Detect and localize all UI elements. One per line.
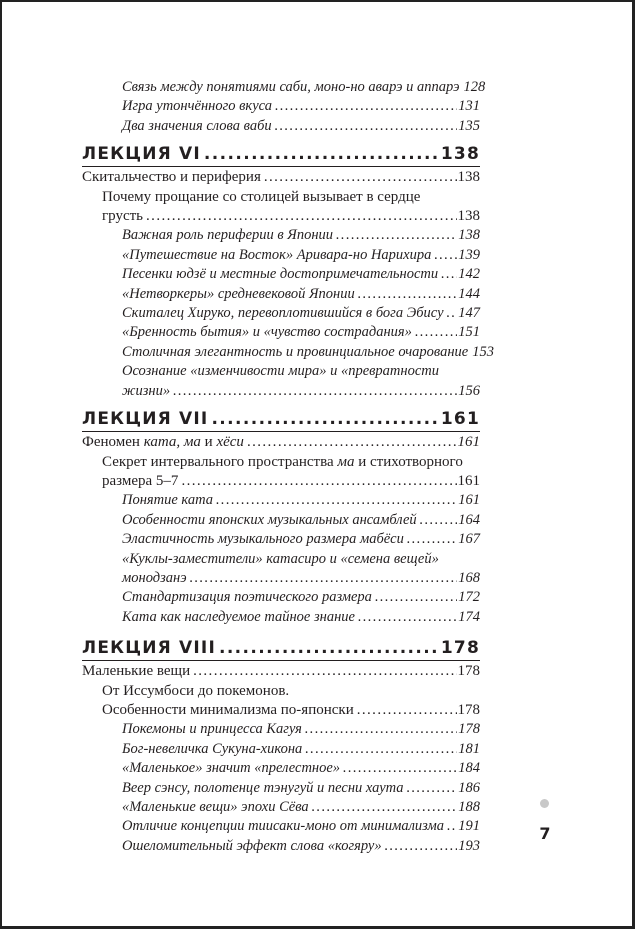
subsection-title-line2: грусть — [102, 208, 144, 225]
toc-item-page: 156 — [458, 382, 480, 399]
toc-item — [82, 304, 480, 323]
lecture-title: ЛЕКЦИЯ VII — [82, 409, 209, 430]
toc-item — [82, 97, 480, 116]
dot-leader — [447, 817, 457, 836]
toc-item-title: Понятие ката — [122, 492, 214, 509]
toc-item — [82, 117, 480, 136]
subsection-title-line2: размера 5–7 — [102, 472, 179, 489]
toc-item-title: Игра утончённого вкуса — [122, 98, 272, 115]
subsection-title-part: и стихотворного — [354, 453, 463, 470]
section-title — [82, 433, 244, 452]
dot-leader — [385, 837, 458, 856]
toc-item — [82, 343, 494, 362]
dot-leader — [407, 530, 457, 549]
lecture-page: 178 — [440, 638, 480, 659]
toc-item-page: 139 — [458, 246, 480, 263]
toc-item-page: 181 — [458, 740, 480, 757]
subsection-title-line1: Почему прощание со столицей вызывает в сердце — [102, 188, 421, 205]
dot-leader — [420, 511, 458, 530]
toc-item-page: 151 — [458, 324, 480, 341]
dot-leader — [216, 491, 457, 510]
toc-item-page: 184 — [458, 760, 480, 777]
toc-item-page: 188 — [458, 799, 480, 815]
lecture-title: ЛЕКЦИЯ VI — [82, 144, 201, 165]
toc-item-page: 142 — [458, 266, 480, 283]
toc-item-title: «Маленькое» значит «прелестное» — [122, 760, 341, 777]
toc-item-page: 147 — [458, 305, 480, 322]
lecture-title: ЛЕКЦИЯ VIII — [82, 638, 216, 659]
dot-leader — [358, 608, 457, 627]
lecture-heading — [82, 637, 480, 661]
toc-item-title: Отличие концепции тиисаки-моно от минимализма — [122, 818, 444, 835]
toc-item-page: 167 — [458, 531, 480, 548]
dot-leader — [173, 382, 457, 401]
toc-subsection — [82, 682, 480, 721]
toc-item-title: Бог-невеличка Сукуна-хикона — [122, 740, 303, 757]
toc-item-page: 128 — [463, 79, 486, 95]
subsection-page: 161 — [457, 472, 480, 489]
dot-leader — [275, 117, 458, 136]
lecture-page: 138 — [440, 144, 480, 165]
toc-item-title: Связь между понятиями саби, моно-но аварэ и аппарэ — [122, 79, 460, 95]
lecture-page: 161 — [440, 409, 480, 430]
toc-item-title: «Путешествие на Восток» Аривара-но Нарихира — [122, 246, 432, 263]
section-title-part: и — [200, 434, 217, 451]
toc-item-title: Два значения слова ваби — [122, 117, 272, 134]
toc-item-title: Стандартизация поэтического размера — [122, 589, 372, 606]
toc-item-title: Скиталец Хируко, перевоплотившийся в бога Эбису — [122, 305, 444, 322]
dot-leader — [434, 246, 457, 265]
toc-item-title: Песенки юдзё и местные достопримечательности — [122, 266, 439, 283]
toc-item-page: 172 — [458, 589, 480, 606]
section-page: 138 — [457, 169, 480, 186]
toc-item — [82, 720, 480, 739]
subsection-title-part: Секрет интервального пространства — [102, 453, 338, 470]
toc-item-page: 191 — [458, 818, 480, 835]
toc-item-title: Веер сэнсу, полотенце тэнугуй и песни хаута — [122, 779, 404, 796]
dot-leader — [305, 720, 457, 739]
lecture-heading — [82, 143, 480, 167]
subsection-title-line2: Особенности минимализма по-японски — [102, 701, 354, 718]
section-title-italic: хёси — [216, 434, 244, 451]
section-page: 161 — [457, 434, 480, 451]
toc-item-title-line2: монодзанэ — [122, 569, 187, 586]
subsection-title-italic: ма — [337, 453, 355, 470]
toc-item-page: 186 — [458, 779, 480, 796]
dot-leader — [312, 798, 458, 817]
toc-item — [82, 588, 480, 607]
dot-leader — [264, 168, 457, 187]
dot-leader — [219, 637, 440, 659]
toc-item — [82, 323, 480, 342]
toc-item-page: 153 — [472, 343, 494, 360]
toc-item — [82, 246, 480, 265]
toc-item-title: Ката как наследуемое тайное знание — [122, 608, 355, 625]
toc-item-page: 138 — [458, 227, 480, 244]
toc-item-page: 193 — [458, 837, 480, 854]
toc-item — [82, 779, 480, 798]
toc-item — [82, 740, 480, 759]
toc-item-page: 144 — [458, 285, 480, 302]
toc-item-page: 164 — [458, 511, 480, 528]
toc-item — [82, 511, 480, 530]
toc-item-title: «Нетворкеры» средневековой Японии — [122, 285, 355, 302]
page-marker-dot-icon — [540, 799, 549, 808]
subsection-page: 138 — [457, 208, 480, 225]
subsection-title-line1 — [102, 453, 463, 472]
toc-item-title: Эластичность музыкального размера мабёси — [122, 531, 404, 548]
toc-item — [82, 491, 480, 510]
toc-item-page: 135 — [458, 117, 480, 134]
toc-item-title: Особенности японских музыкальных ансамблей — [122, 511, 417, 528]
dot-leader — [247, 433, 457, 452]
toc-item-title-line2: жизни» — [122, 382, 171, 399]
section-page: 178 — [457, 663, 480, 680]
toc-item-title: Покемоны и принцесса Кагуя — [122, 721, 302, 738]
section-title-italic: ката, ма — [143, 434, 201, 451]
subsection-page: 178 — [457, 701, 480, 718]
toc-item-title: Важная роль периферии в Японии — [122, 227, 334, 244]
dot-leader — [357, 701, 457, 720]
toc-item-title-line1: Осознание «изменчивости мира» и «превратности — [122, 363, 439, 380]
toc-item-title: «Бренность бытия» и «чувство сострадания» — [122, 324, 412, 341]
dot-leader — [343, 759, 457, 778]
toc-item — [82, 798, 480, 817]
dot-leader — [190, 569, 458, 588]
subsection-title-line1: От Иссумбоси до покемонов. — [102, 682, 290, 699]
dot-leader — [193, 662, 456, 681]
lecture-heading — [82, 408, 480, 432]
toc-item-title: «Маленькие вещи» эпохи Сёва — [122, 799, 309, 815]
dot-leader — [204, 143, 440, 165]
dot-leader — [447, 304, 458, 323]
section-title: Скитальчество и периферия — [82, 169, 261, 186]
toc-item-page: 174 — [458, 608, 480, 625]
section-title: Маленькие вещи — [82, 663, 191, 680]
page-number: 7 — [539, 824, 551, 843]
toc-section — [82, 168, 480, 187]
toc-item — [82, 837, 480, 856]
toc-section — [82, 662, 480, 681]
toc-item — [82, 285, 480, 304]
dot-leader — [146, 207, 456, 226]
toc-item — [82, 817, 480, 836]
table-of-contents — [82, 78, 494, 856]
toc-item — [82, 608, 480, 627]
toc-section — [82, 433, 480, 452]
toc-item — [82, 550, 480, 589]
dot-leader — [275, 97, 457, 116]
toc-item — [82, 759, 480, 778]
toc-subsection — [82, 188, 480, 227]
dot-leader — [441, 265, 457, 284]
toc-item — [82, 78, 486, 97]
dot-leader — [181, 472, 456, 491]
toc-item — [82, 226, 480, 245]
toc-item-page: 168 — [458, 569, 480, 586]
toc-item — [82, 265, 480, 284]
dot-leader — [375, 588, 457, 607]
toc-item-page: 178 — [458, 721, 480, 738]
dot-leader — [211, 408, 439, 430]
dot-leader — [415, 323, 457, 342]
section-title-part: Феномен — [82, 434, 144, 451]
toc-item-page: 131 — [458, 98, 480, 115]
toc-item — [82, 362, 480, 401]
toc-item-title: Ошеломительный эффект слова «когяру» — [122, 837, 382, 854]
dot-leader — [305, 740, 457, 759]
dot-leader — [358, 285, 458, 304]
toc-item-page: 161 — [458, 492, 480, 509]
dot-leader — [407, 779, 458, 798]
toc-item — [82, 530, 480, 549]
dot-leader — [336, 226, 457, 245]
toc-item-title: Столичная элегантность и провинциальное очарование — [122, 343, 469, 360]
toc-subsection — [82, 453, 480, 492]
toc-item-title-line1: «Куклы-заместители» катасиро и «семена вещей» — [122, 550, 439, 567]
